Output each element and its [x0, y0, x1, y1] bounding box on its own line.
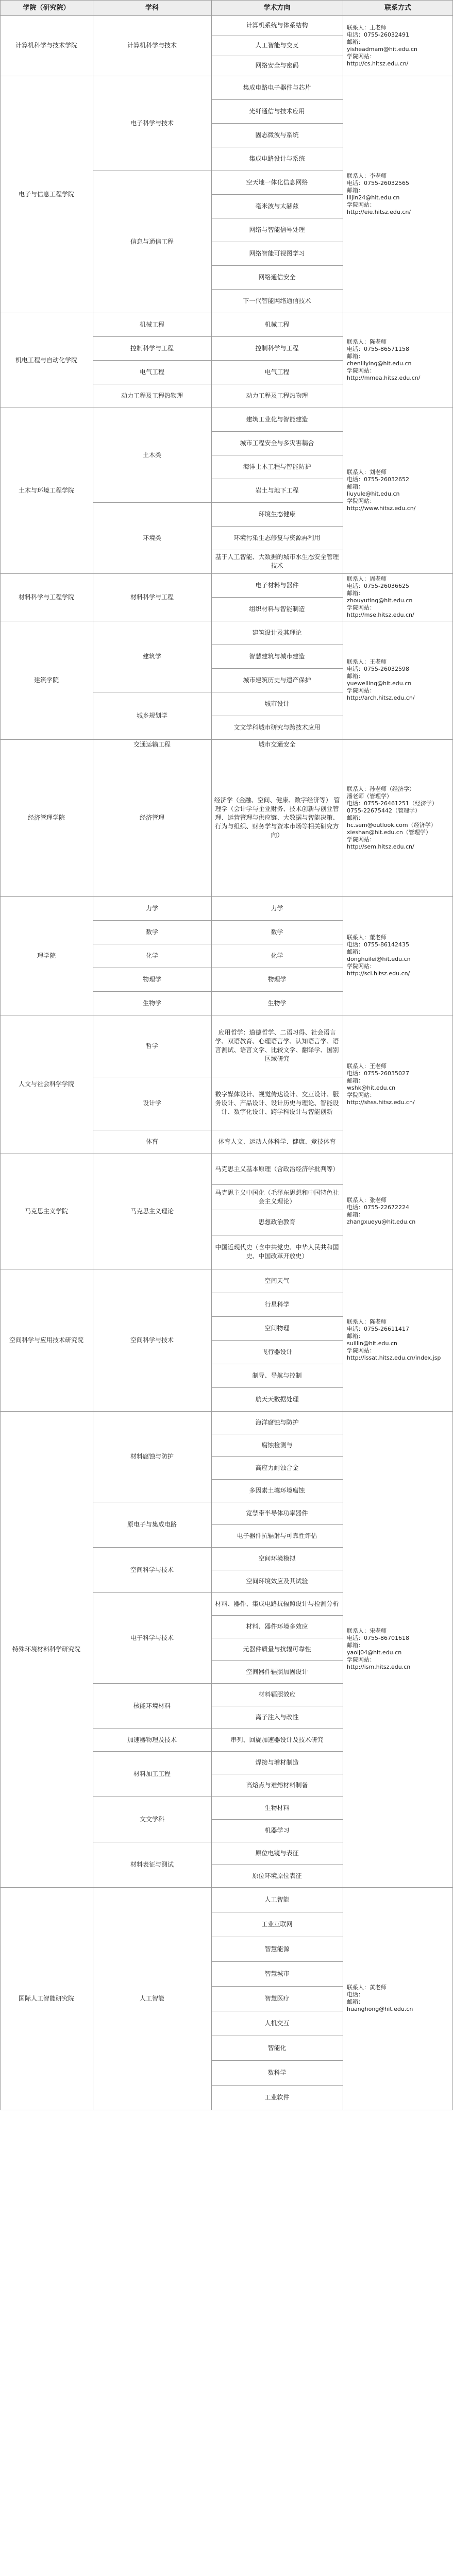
direction-cell: 工业软件 — [264, 2093, 290, 2101]
direction-cell: 多因素土壤环境腐蚀 — [249, 1486, 305, 1494]
direction-cell: 环境污染生态修复与资源再利用 — [233, 534, 321, 541]
discipline-name: 交通运输工程 — [133, 741, 171, 748]
direction-cell: 计算机系统与体系结构 — [246, 22, 308, 29]
direction-cell: 材料辐照效应 — [258, 1690, 296, 1698]
discipline-name: 加速器物理及技术 — [127, 1736, 177, 1743]
direction-cell: 网络安全与密码 — [255, 62, 299, 69]
direction-cell: 动力工程及工程热物理 — [246, 392, 308, 399]
direction-cell: 组织材料与智能制造 — [249, 605, 305, 613]
direction-cell: 网络通信安全 — [258, 273, 296, 281]
discipline-name: 材料科学与工程 — [130, 593, 174, 601]
discipline-name: 电气工程 — [139, 368, 164, 376]
discipline-name: 生物学 — [142, 999, 161, 1007]
direction-cell: 化学 — [271, 952, 283, 959]
direction-cell: 宽禁带半导体功率器件 — [246, 1509, 308, 1517]
discipline-name: 信息与通信工程 — [130, 238, 174, 245]
college-contact: 联系人：宋老师 电话：0755-86701618 邮箱： yaolj04@hit.edu.cn 学院网站： http://ism.hitsz.edu.cn — [347, 1628, 411, 1670]
direction-cell: 空间器件辐照加固设计 — [246, 1668, 308, 1675]
direction-cell: 智慧城市 — [264, 1970, 290, 1977]
discipline-name: 经济管理 — [139, 814, 164, 821]
discipline-name: 数学 — [145, 928, 158, 936]
direction-cell: 材料、器件环境多效应 — [246, 1622, 308, 1630]
direction-cell: 建筑工业化与智能建造 — [246, 415, 308, 423]
direction-cell: 城市交通安全 — [258, 741, 296, 748]
college-name: 人文与社会科学学院 — [18, 1080, 74, 1088]
college-name: 国际人工智能研究院 — [18, 1994, 74, 2002]
direction-cell: 下一代智能网络通信技术 — [243, 297, 311, 304]
college-contact: 联系人：周老师 电话：0755-26036625 邮箱： zhouyuting@hit.edu.cn 学院网站： http://mse.hitsz.edu.cn/ — [347, 575, 414, 618]
direction-cell: 生物学 — [267, 999, 287, 1007]
discipline-name: 文文学科 — [139, 1815, 164, 1823]
discipline-name: 体育 — [145, 1138, 158, 1145]
direction-cell: 电子材料与器件 — [255, 581, 299, 589]
header-discipline: 学科 — [93, 0, 211, 15]
direction-cell: 力学 — [271, 904, 283, 912]
college-contact: 联系人：董老师 电话：0755-86142435 邮箱： donghuilei@hit.edu.cn 学院网站： http://sci.hitsz.edu.cn/ — [347, 934, 411, 977]
direction-cell: 机械工程 — [264, 320, 290, 328]
discipline-name: 人工智能 — [139, 1994, 164, 2002]
direction-cell: 原位电镜与表征 — [255, 1849, 299, 1857]
discipline-name: 材料加工工程 — [133, 1770, 171, 1777]
direction-cell: 网络智能可视图学习 — [249, 249, 305, 257]
direction-cell: 智能化 — [267, 2044, 287, 2052]
college-contact: 联系人：张老师 电话：0755-22672224 邮箱： zhangxueyu@hit.edu.cn — [347, 1197, 416, 1225]
college-name: 理学院 — [37, 952, 56, 959]
direction-cell: 空间天气 — [264, 1277, 290, 1284]
direction-cell: 元器件质量与抗辐可靠性 — [243, 1645, 311, 1653]
direction-cell: 智慧医疗 — [264, 1994, 290, 2002]
direction-cell: 空间物理 — [264, 1324, 290, 1332]
college-contact: 联系人：黄老师 电话： 邮箱： huanghong@hit.edu.cn — [347, 1984, 413, 2012]
discipline-name: 原电子与集成电路 — [127, 1520, 177, 1528]
direction-cell: 电子器件抗辐射与可靠性评估 — [237, 1532, 317, 1539]
direction-cell: 串列、回旋加速器设计及技术研究 — [230, 1736, 324, 1743]
direction-cell: 离子注入与改性 — [255, 1713, 299, 1721]
discipline-name: 计算机科学与技术 — [127, 42, 177, 49]
discipline-name: 动力工程及工程热物理 — [121, 392, 183, 399]
direction-cell: 生物材料 — [264, 1804, 290, 1811]
direction-cell: 物理学 — [267, 975, 287, 983]
discipline-name: 建筑学 — [142, 652, 161, 660]
college-name: 马克思主义学院 — [24, 1207, 68, 1215]
college-name: 机电工程与自动化学院 — [15, 356, 77, 364]
college-name: 建筑学院 — [33, 676, 59, 684]
college-contact: 联系人：李老师 电话：0755-26032565 邮箱： liljin24@hit.edu.cn 学院网站： http://eie.hitsz.edu.cn/ — [347, 173, 411, 215]
direction-cell: 基于人工智能、大数据的城市水生态安全管理技术 — [215, 553, 339, 569]
college-name: 电子与信息工程学院 — [18, 190, 74, 198]
direction-cell: 人机交互 — [264, 2019, 290, 2027]
college-contact: 联系人：刘老师 电话：0755-26032652 邮箱： liuyule@hit.edu.cn 学院网站： http://www.hitsz.edu.cn/ — [347, 469, 416, 512]
discipline-name: 环境类 — [142, 534, 161, 541]
discipline-name: 电子科学与技术 — [130, 1634, 174, 1641]
direction-cell: 人工智能与交叉 — [255, 42, 299, 49]
discipline-name: 核能环境材料 — [133, 1702, 171, 1709]
direction-cell: 城市工程安全与多灾害耦合 — [240, 439, 314, 447]
direction-cell: 体育人文、运动人体科学、健康、竞技体育 — [218, 1138, 336, 1145]
college-contact: 联系人：王老师 电话：0755-26032491 邮箱： yisheadmam@hit.edu.cn 学院网站： http://cs.hitsz.edu.cn/ — [347, 24, 418, 67]
college-contact: 联系人：孙老师（经济学） 潘老师（管理学） 电话：0755-26461251（经济学） 0755-22675442（管理学） 邮箱： hc.sem@outlook.com（经济学） xieshan@hit.edu.cn（管理学） 学院网站： http://sem.hitsz.edu.cn/ — [347, 785, 438, 850]
header-contact: 联系方式 — [343, 0, 453, 15]
direction-cell: 空间环境效应及其试验 — [246, 1577, 308, 1585]
discipline-name: 机械工程 — [139, 320, 164, 328]
discipline-name: 哲学 — [145, 1042, 158, 1049]
column-divider — [211, 0, 212, 2110]
direction-cell: 网络与智能信号处理 — [249, 226, 305, 233]
discipline-name: 材料腐蚀与防护 — [130, 1452, 174, 1460]
direction-cell: 航天天数据处理 — [255, 1395, 299, 1403]
direction-cell: 思想政治教育 — [258, 1218, 296, 1226]
discipline-name: 马克思主义理论 — [130, 1207, 174, 1215]
direction-cell: 腐蚀检测与 — [261, 1441, 293, 1449]
direction-cell: 高熔点与难熔材料制备 — [246, 1781, 308, 1789]
direction-cell: 材料、器件、集成电路抗辐照设计与检测分析 — [215, 1600, 339, 1607]
direction-cell: 经济学（金融、空间、健康、数字经济等） 管理学（会计学与企业财务、技术创新与创业管理、运营管理与供应链、大数据与智能决策、行为与组织、财务学与资本市场等相关研究方向） — [214, 796, 340, 839]
direction-cell: 毫米波与太赫兹 — [255, 202, 299, 210]
college-name: 经济管理学院 — [27, 814, 65, 821]
college-contact: 联系人：陈老师 电话：0755-86571158 邮箱： chenlilying@hit.edu.cn 学院网站： http://mmea.hitsz.edu.cn/ — [347, 338, 421, 381]
discipline-name: 控制科学与工程 — [130, 344, 174, 352]
direction-cell: 数科学 — [267, 2069, 287, 2076]
direction-cell: 空天地一体化信息网络 — [246, 178, 308, 186]
direction-cell: 制导、导航与控制 — [252, 1371, 302, 1379]
direction-cell: 人工智能 — [264, 1895, 290, 1903]
direction-cell: 数学 — [271, 928, 283, 936]
direction-cell: 工业互联网 — [261, 1920, 293, 1928]
row-divider — [93, 0, 211, 1]
direction-cell: 应用哲学：道德哲学、二语习得、社会语言学、双语教育、心理语言学、认知语言学、语言测试、语言文学、比较文学、翻译学、国别区域研究 — [215, 1029, 339, 1062]
college-name: 计算机科学与技术学院 — [15, 42, 77, 49]
direction-cell: 空间环境模拟 — [258, 1554, 296, 1562]
direction-cell: 飞行器设计 — [261, 1348, 293, 1355]
college-contact: 联系人：王老师 电话：0755-26032598 邮箱： yuewelling@hit.edu.cn 学院网站： http://arch.hitsz.edu.cn/ — [347, 658, 415, 701]
direction-cell: 集成电路电子器件与芯片 — [243, 83, 311, 91]
direction-cell: 海洋腐蚀与防护 — [255, 1418, 299, 1426]
direction-cell: 智慧能源 — [264, 1945, 290, 1953]
college-name: 空间科学与应用技术研究院 — [9, 1336, 83, 1344]
discipline-name: 空间科学与技术 — [130, 1336, 174, 1344]
discipline-name: 空间科学与技术 — [130, 1566, 174, 1573]
direction-cell: 光纤通信与技术应用 — [249, 107, 305, 115]
direction-cell: 原位环境原位表征 — [252, 1872, 302, 1879]
direction-cell: 数字媒体设计、视觉传达设计、交互设计、服务设计、产品设计、设计历史与理论、智能设计、数字化设计、跨学科设计与智能创新 — [215, 1091, 339, 1115]
direction-cell: 集成电路设计与系统 — [249, 155, 305, 162]
direction-cell: 焊接与增材制造 — [255, 1758, 299, 1766]
header-college: 学院（研究院） — [0, 0, 93, 15]
discipline-name: 力学 — [145, 904, 158, 912]
discipline-name: 设计学 — [142, 1099, 161, 1107]
row-divider — [211, 0, 343, 1]
direction-cell: 固态微波与系统 — [255, 131, 299, 139]
discipline-name: 城乡规划学 — [136, 711, 167, 719]
college-name: 特殊环境材料科学研究院 — [12, 1645, 80, 1653]
direction-cell: 智慧建筑与城市建造 — [249, 652, 305, 660]
direction-cell: 中国近现代史（含中共党史、中华人民共和国史、中国改革开放史） — [215, 1244, 339, 1260]
direction-cell: 岩土与地下工程 — [255, 486, 299, 494]
discipline-name: 化学 — [145, 952, 158, 959]
direction-cell: 控制科学与工程 — [255, 344, 299, 352]
direction-cell: 城市建筑历史与遗产保护 — [243, 676, 311, 684]
direction-cell: 建筑设计及其理论 — [252, 629, 302, 636]
direction-cell: 环境生态健康 — [258, 510, 296, 518]
direction-cell: 电气工程 — [264, 368, 290, 376]
direction-cell: 行星科学 — [264, 1300, 290, 1308]
direction-cell: 机器学习 — [264, 1826, 290, 1834]
discipline-name: 材料表征与测试 — [130, 1860, 174, 1868]
discipline-name: 电子科学与技术 — [130, 119, 174, 127]
college-contact: 联系人：王老师 电话：0755-26035027 邮箱： wshk@hit.edu.cn 学院网站： http://shss.hitsz.edu.cn/ — [347, 1062, 415, 1106]
direction-cell: 马克思主义中国化（毛泽东思想和中国特色社会主义理论） — [215, 1189, 339, 1205]
discipline-name: 物理学 — [142, 975, 161, 983]
direction-cell: 高应力耐蚀合金 — [255, 1464, 299, 1471]
direction-cell: 海洋土木工程与智能防护 — [243, 463, 311, 470]
direction-cell: 文文学科城市研究与跨技术应用 — [233, 723, 321, 731]
college-contact: 联系人：陈老师 电话：0755-26611417 邮箱： suillin@hit.edu.cn 学院网站： http://issat.hitsz.edu.cn/index.jsp — [347, 1318, 441, 1361]
header-direction: 学术方向 — [211, 0, 343, 15]
college-name: 土木与环境工程学院 — [18, 486, 74, 494]
column-divider — [0, 0, 1, 2110]
discipline-name: 土木类 — [142, 451, 161, 459]
direction-cell: 城市设计 — [264, 700, 290, 707]
college-name: 材料科学与工程学院 — [18, 593, 74, 601]
direction-cell: 马克思主义基本原理（含政治经济学批判等） — [215, 1165, 339, 1173]
